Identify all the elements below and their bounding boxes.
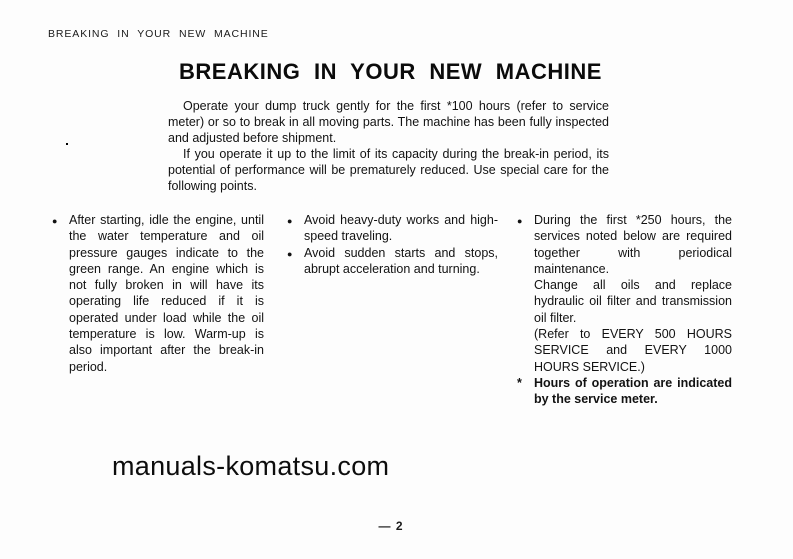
footnote-item — [517, 375, 732, 408]
list-item — [287, 212, 498, 245]
intro-paragraph-2: If you operate it up to the limit of its capacity during the break-in period, its potential of performance will be prematurely reduced. Use special care for the following points. — [168, 147, 609, 193]
running-header: BREAKING IN YOUR NEW MACHINE — [48, 28, 269, 40]
list-item-continuation — [517, 277, 732, 326]
bullet-icon: ● — [517, 216, 523, 226]
intro-paragraph-1: Operate your dump truck gently for the first *100 hours (refer to service meter) or so to break in all moving parts. The machine has been fully inspected and adjusted before shipment. — [168, 99, 609, 145]
watermark: manuals-komatsu.com — [112, 451, 390, 481]
asterisk-icon: * — [517, 375, 522, 390]
list-item — [287, 245, 498, 278]
list-item — [52, 212, 264, 375]
bullet-icon: ● — [287, 248, 293, 259]
bullet-column-left — [52, 212, 264, 375]
list-item-text: During the first *250 hours, the services noted below are required together with periodical maintenance. — [534, 213, 732, 276]
list-item-text: Change all oils and replace hydraulic oil filter and transmission oil filter. — [534, 278, 732, 325]
bullet-icon: ● — [52, 216, 58, 226]
intro-section — [168, 98, 609, 194]
page-title: BREAKING IN YOUR NEW MACHINE — [179, 59, 602, 84]
bullet-column-middle — [287, 212, 498, 277]
bullet-icon: ● — [287, 216, 293, 226]
list-item-text: Avoid heavy-duty works and high-speed traveling. — [304, 213, 498, 244]
page-number: — 2 — [378, 519, 403, 533]
bullet-column-right — [517, 212, 732, 408]
list-item-text: Avoid sudden starts and stops, abrupt acceleration and turning. — [304, 245, 498, 276]
list-item-text: (Refer to EVERY 500 HOURS SERVICE and EVERY 1000 HOURS SERVICE.) — [534, 327, 732, 374]
scan-speck-artifact — [66, 143, 68, 145]
list-item-continuation — [517, 326, 732, 375]
list-item — [517, 212, 732, 277]
footnote-text: Hours of operation are indicated by the service meter. — [534, 375, 732, 407]
list-item-text: After starting, idle the engine, until the water temperature and oil pressure gauges indicate to the green range. An engine which is not fully broken in will have its operating life reduced if it is operated under load while the oil temperature is low. Warm-up is also important after the break-in period. — [69, 213, 264, 374]
